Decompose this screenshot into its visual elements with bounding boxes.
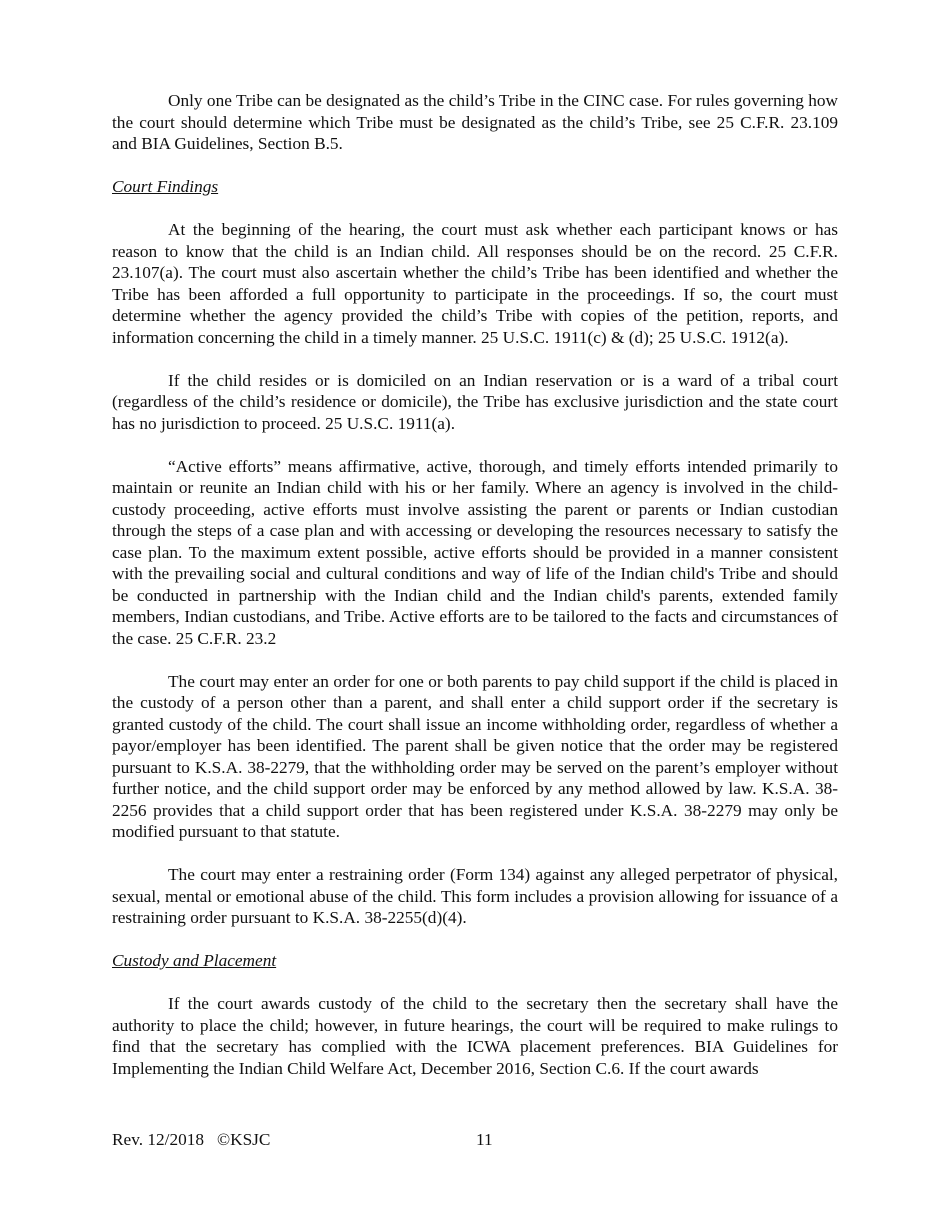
paragraph-active-efforts: “Active efforts” means affirmative, active, thorough, and timely efforts intended primarily to maintain or reunite an Indian child with his or her family. Where an agency is involved in the child-custody proceeding, active efforts must involve assisting the parent or parents or Indian custodian through the steps of a case plan and with accessing or developing the resources necessary to satisfy the case plan. To the maximum extent possible, active efforts should be provided in a manner consistent with the prevailing social and cultural conditions and way of life of the Indian child's Tribe and should be conducted in partnership with the Indian child and the Indian child's parents, extended family members, Indian custodians, and Tribe. Active efforts are to be tailored to the facts and circumstances of the case. 25 C.F.R. 23.2 xyxy=(112,456,838,648)
paragraph-restraining-order: The court may enter a restraining order (Form 134) against any alleged perpetrator of physical, sexual, mental or emotional abuse of the child. This form includes a provision allowing for issuance of a restraining order pursuant to K.S.A. 38-2255(d)(4). xyxy=(112,865,838,927)
page-number: 11 xyxy=(476,1130,493,1149)
footer-revision: Rev. 12/2018 ©KSJC xyxy=(112,1130,271,1149)
paragraph-hearing-inquiry: At the beginning of the hearing, the court must ask whether each participant knows or has reason to know that the child is an Indian child. All responses should be on the record. 25 C.F.R. 23.107(a). The court must also ascertain whether the child’s Tribe has been identified and whether the Tribe has been afforded a full opportunity to participate in the proceedings. If so, the court must determine whether the agency provided the child’s Tribe with copies of the petition, reports, and information concerning the child in a timely manner. 25 U.S.C. 1911(c) & (d); 25 U.S.C. 1912(a). xyxy=(112,220,838,347)
paragraph-child-support: The court may enter an order for one or both parents to pay child support if the child is placed in the custody of a person other than a parent, and shall enter a child support order if the secretary is granted custody of the child. The court shall issue an income withholding order, regardless of whether a payor/employer has been identified. The parent shall be given notice that the order may be registered pursuant to K.S.A. 38-2279, that the withholding order may be served on the parent’s employer without further notice, and the child support order may be enforced by any method allowed by law. K.S.A. 38-2256 provides that a child support order that has been registered under K.S.A. 38-2279 may only be modified pursuant to that statute. xyxy=(112,671,838,841)
heading-custody-placement: Custody and Placement xyxy=(112,951,277,970)
paragraph-tribe-designation: Only one Tribe can be designated as the child’s Tribe in the CINC case. For rules governing how the court should determine which Tribe must be designated as the child’s Tribe, see 25 C.F.R. 23.109 and BIA Guidelines, Section B.5. xyxy=(112,91,838,153)
heading-court-findings: Court Findings xyxy=(112,177,219,196)
page-footer xyxy=(112,1129,838,1194)
paragraph-exclusive-jurisdiction: If the child resides or is domiciled on an Indian reservation or is a ward of a tribal court (regardless of the child’s residence or domicile), the Tribe has exclusive jurisdiction and the state court has no jurisdiction to proceed. 25 U.S.C. 1911(a). xyxy=(112,370,838,433)
document-page xyxy=(112,90,838,1079)
paragraph-custody-secretary: If the court awards custody of the child to the secretary then the secretary shall have the authority to place the child; however, in future hearings, the court will be required to make rulings to find that the secretary has complied with the ICWA placement preferences. BIA Guidelines for Implementing the Indian Child Welfare Act, December 2016, Section C.6. If the court awards xyxy=(112,994,838,1078)
